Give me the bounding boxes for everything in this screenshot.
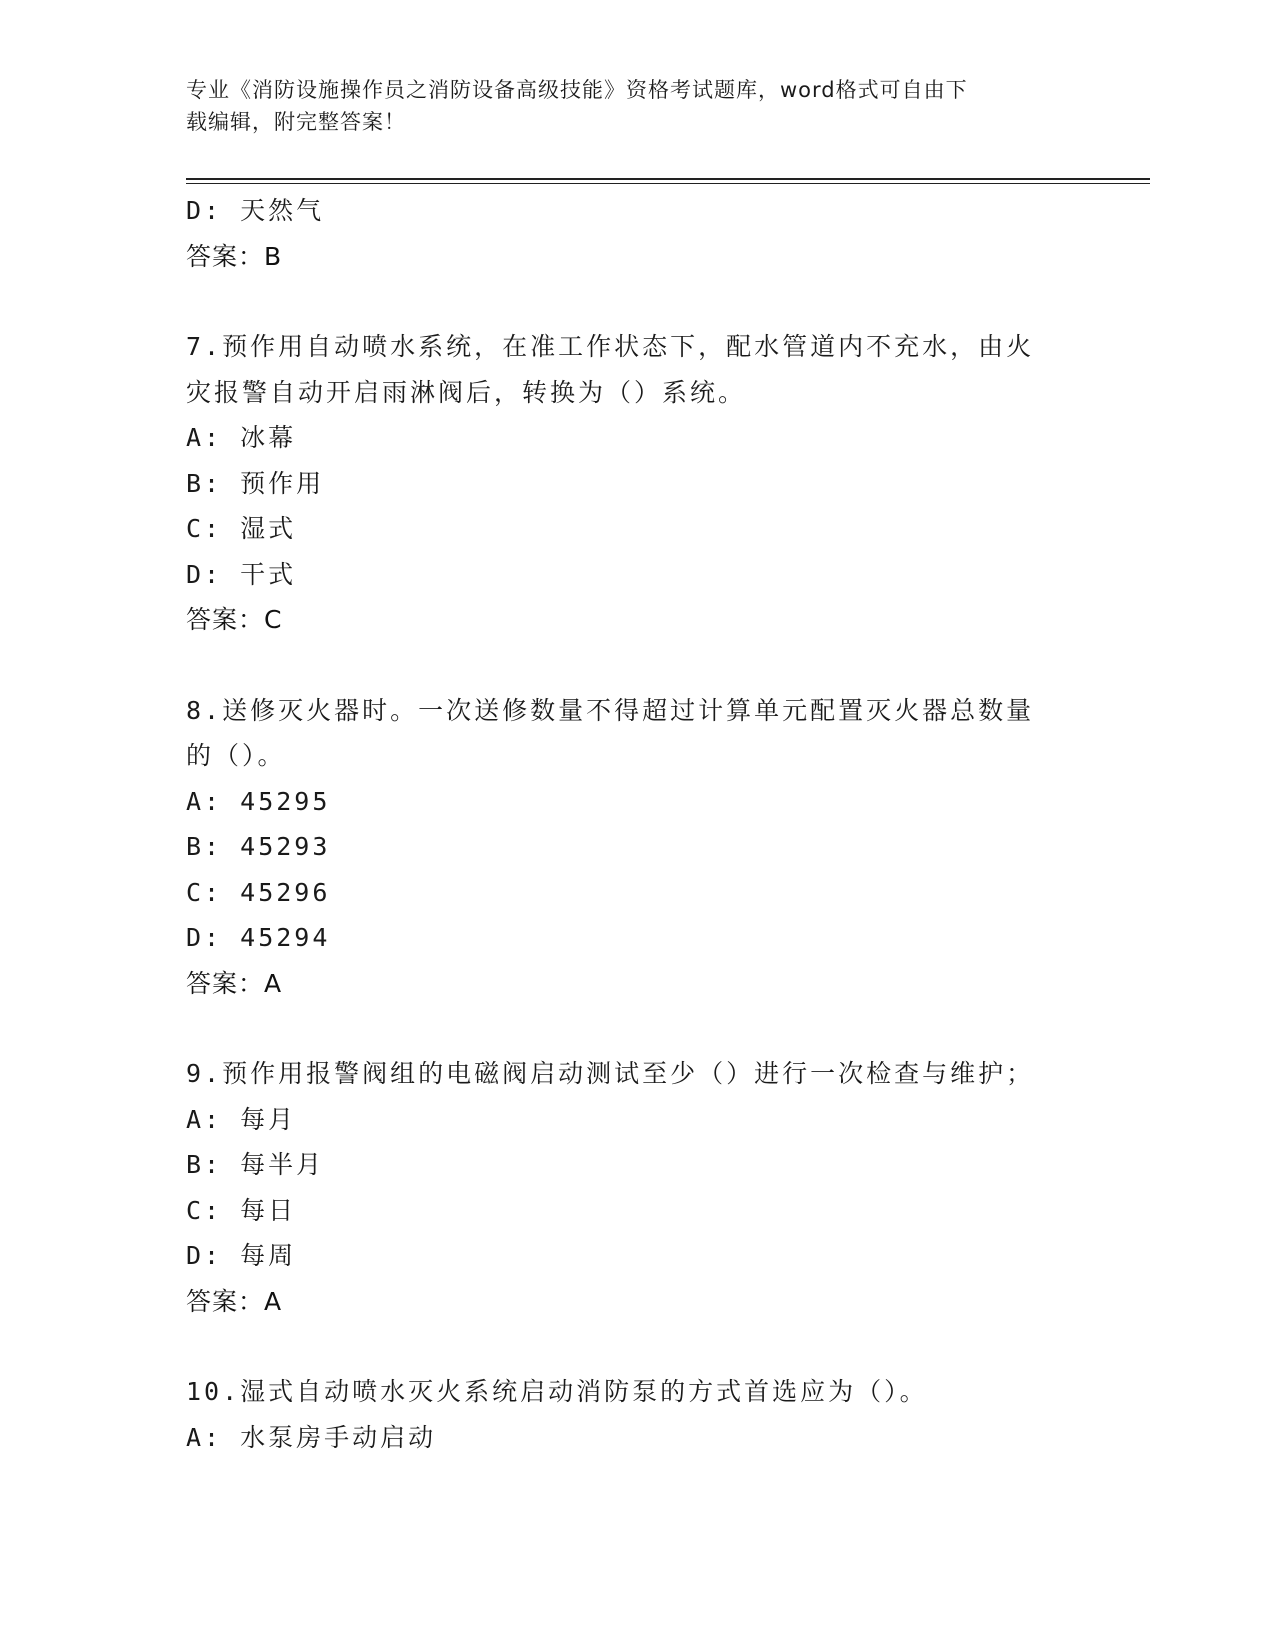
answer-line: 答案：A <box>186 1286 283 1316</box>
option-d: D: 每周 <box>186 1241 297 1270</box>
header-divider-thick <box>186 178 1150 180</box>
question-stem-line: 7.预作用自动喷水系统，在准工作状态下，配水管道内不充水，由火 <box>186 332 1035 361</box>
option-a: A: 每月 <box>186 1104 297 1134</box>
option-d: D: 45294 <box>186 923 331 952</box>
question-7 <box>186 324 1066 643</box>
question-stem-line: 10.湿式自动喷水灭火系统启动消防泵的方式首选应为（）。 <box>186 1377 928 1406</box>
page-header <box>186 74 1066 138</box>
option-b: B: 预作用 <box>186 468 325 498</box>
question-8 <box>186 688 1066 1007</box>
header-line-1: 专业《消防设施操作员之消防设备高级技能》资格考试题库，word格式可自由下 <box>186 78 968 102</box>
question-10 <box>186 1369 1066 1460</box>
answer-line: 答案：A <box>186 968 283 998</box>
option-c: C: 湿式 <box>186 514 297 543</box>
option-d: D: 干式 <box>186 559 297 589</box>
option-b: B: 45293 <box>186 832 331 861</box>
answer-line: 答案：C <box>186 605 283 634</box>
header-line-2: 载编辑，附完整答案！ <box>186 110 406 134</box>
question-stem-line: 灾报警自动开启雨淋阀后，转换为（）系统。 <box>186 377 747 407</box>
document-body <box>186 188 1066 1460</box>
option-a: A: 水泵房手动启动 <box>186 1422 437 1452</box>
option-a: A: 45295 <box>186 786 331 816</box>
question-9 <box>186 1051 1066 1324</box>
answer-line: 答案：B <box>186 241 283 271</box>
option-b: B: 每半月 <box>186 1150 325 1179</box>
option-c: C: 45296 <box>186 877 331 907</box>
previous-question-tail <box>186 188 1066 279</box>
option-d: D: 天然气 <box>186 196 325 225</box>
header-divider-thin <box>186 183 1150 184</box>
option-a: A: 冰幕 <box>186 423 297 452</box>
question-stem-line: 9.预作用报警阀组的电磁阀启动测试至少（）进行一次检查与维护； <box>186 1059 1035 1088</box>
option-c: C: 每日 <box>186 1195 297 1225</box>
question-stem-line: 8.送修灭火器时。一次送修数量不得超过计算单元配置灭火器总数量 <box>186 695 1035 725</box>
question-stem-line: 的（）。 <box>186 741 286 770</box>
